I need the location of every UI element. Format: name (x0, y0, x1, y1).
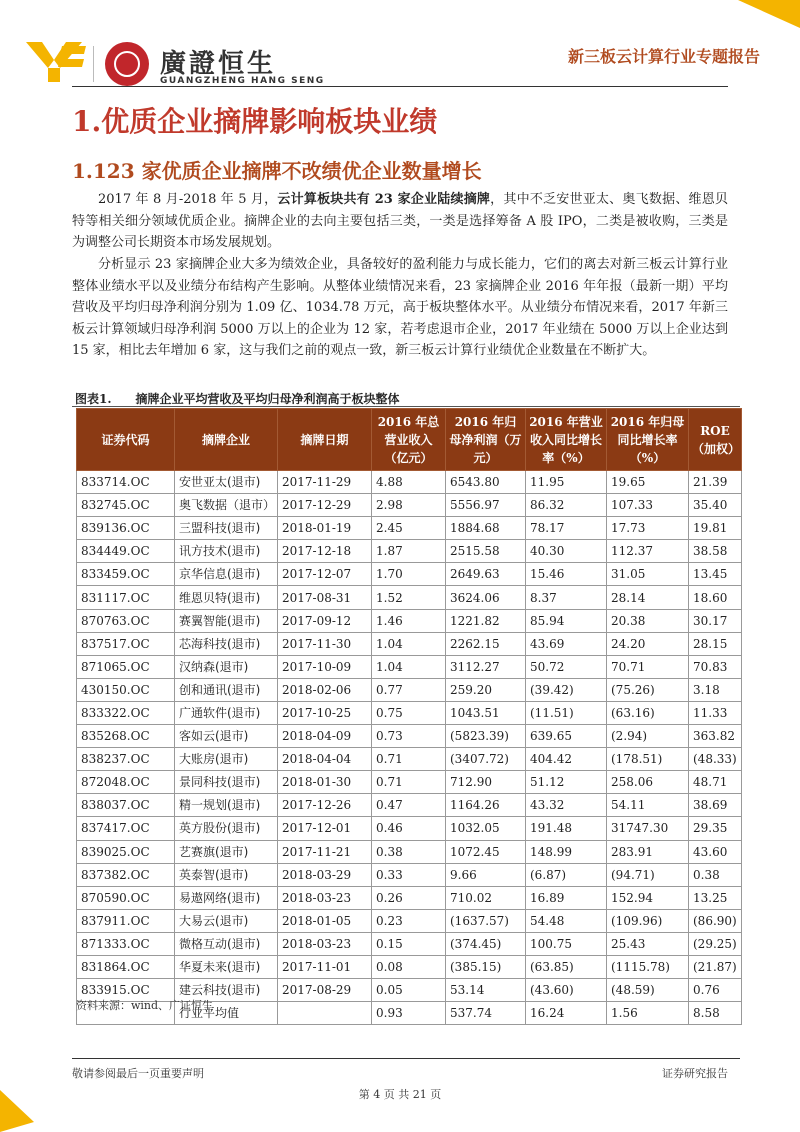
bottom-left-corner-decoration (0, 1090, 40, 1132)
table-cell: 0.26 (372, 886, 446, 909)
table-cell: (6.87) (526, 863, 607, 886)
figure-title: 摘牌企业平均营收及平均归母净利润高于板块整体 (135, 392, 400, 406)
table-cell: 2018-03-23 (278, 886, 372, 909)
brand-name-cn: 廣證恒生 (160, 49, 277, 79)
table-cell: 2.45 (372, 517, 446, 540)
table-cell: 16.24 (526, 1002, 607, 1025)
table-cell: 70.83 (689, 655, 742, 678)
section-heading: 1.优质企业摘牌影响板块业绩 (72, 105, 438, 138)
table-cell: 芯海科技(退市) (175, 632, 278, 655)
table-cell: 53.14 (446, 979, 526, 1002)
table-cell: 0.73 (372, 725, 446, 748)
table-cell: 0.76 (689, 979, 742, 1002)
table-cell: 8.37 (526, 586, 607, 609)
table-cell: 31747.30 (607, 817, 689, 840)
table-cell: (1115.78) (607, 955, 689, 978)
table-cell: 13.25 (689, 886, 742, 909)
table-cell: 3624.06 (446, 586, 526, 609)
table-row (77, 863, 742, 886)
table-cell: 1.56 (607, 1002, 689, 1025)
table-cell: 奥飞数据（退市） (175, 494, 278, 517)
table-row (77, 517, 742, 540)
table-cell: 831117.OC (77, 586, 175, 609)
table-cell: 2017-11-21 (278, 840, 372, 863)
table-cell: 871065.OC (77, 655, 175, 678)
table-cell: 837382.OC (77, 863, 175, 886)
table-cell: 19.81 (689, 517, 742, 540)
table-cell: 152.94 (607, 886, 689, 909)
table-cell: (109.96) (607, 909, 689, 932)
caption-divider (72, 406, 740, 407)
table-cell: 43.69 (526, 632, 607, 655)
table-row (77, 471, 742, 494)
guangzheng-seal-icon (105, 42, 149, 86)
table-body (77, 471, 742, 1025)
table-cell: 8.58 (689, 1002, 742, 1025)
table-cell: (374.45) (446, 932, 526, 955)
table-cell: 404.42 (526, 748, 607, 771)
table-cell: 2018-01-30 (278, 771, 372, 794)
table-cell: (48.59) (607, 979, 689, 1002)
table-cell: 5556.97 (446, 494, 526, 517)
table-cell: 大易云(退市) (175, 909, 278, 932)
table-cell: 30.17 (689, 609, 742, 632)
table-cell: 871333.OC (77, 932, 175, 955)
table-cell: 大账房(退市) (175, 748, 278, 771)
table-cell: 景同科技(退市) (175, 771, 278, 794)
table-cell: 2017-11-30 (278, 632, 372, 655)
header-divider (72, 86, 728, 87)
table-cell: 2017-11-01 (278, 955, 372, 978)
paragraph-2: 分析显示 23 家摘牌企业大多为绩效企业，具备较好的盈利能力与成长能力，它们的离去对新三板云计算行业整体业绩水平以及业绩分布结构产生影响。从整体业绩情况来看，23 家摘牌企业 2016 年年报（最新一期）平均营收及平均归母净利润分别为 1.09 亿、1034.78 万元，高于板块整体水平。从业绩分布情况来看，2017 年新三板云计算领域归母净利润 5000 万以上的企业为 12 家，若考虑退市企业，2017 年业绩在 5000 万以上企业达到 15 家，相比去年增加 6 家，这与我们之前的观点一致，新三板云计算行业绩优企业数量在不断扩大。 (72, 257, 728, 358)
table-cell: 2017-09-12 (278, 609, 372, 632)
table-cell: (43.60) (526, 979, 607, 1002)
footer-divider (72, 1058, 740, 1059)
table-cell: (21.87) (689, 955, 742, 978)
table-cell: (2.94) (607, 725, 689, 748)
seal-ring (114, 51, 140, 77)
table-cell: 2017-12-07 (278, 563, 372, 586)
table-cell: 0.93 (372, 1002, 446, 1025)
table-cell: 834449.OC (77, 540, 175, 563)
column-header: 摘牌企业 (175, 409, 278, 471)
table-cell: 0.05 (372, 979, 446, 1002)
table-cell: 2262.15 (446, 632, 526, 655)
table-cell: 广通软件(退市) (175, 701, 278, 724)
table-cell: 1043.51 (446, 701, 526, 724)
table-cell: (63.16) (607, 701, 689, 724)
column-header: 2016 年营业收入同比增长率（%） (526, 409, 607, 471)
table-cell: 28.15 (689, 632, 742, 655)
table-cell: 259.20 (446, 678, 526, 701)
table-row (77, 840, 742, 863)
table-cell: 712.90 (446, 771, 526, 794)
table-cell: 安世亚太(退市) (175, 471, 278, 494)
table-cell: 英方股份(退市) (175, 817, 278, 840)
table-cell: 建云科技(退市) (175, 979, 278, 1002)
table-row (77, 955, 742, 978)
table-row (77, 540, 742, 563)
table-cell: 833322.OC (77, 701, 175, 724)
table-cell: 17.73 (607, 517, 689, 540)
table-cell: 35.40 (689, 494, 742, 517)
table-cell: 微格互动(退市) (175, 932, 278, 955)
table-cell: 2018-03-29 (278, 863, 372, 886)
table-cell: 18.60 (689, 586, 742, 609)
table-cell: 839025.OC (77, 840, 175, 863)
table-cell: 赛翼智能(退市) (175, 609, 278, 632)
table-cell: 2018-01-05 (278, 909, 372, 932)
table-cell: 837911.OC (77, 909, 175, 932)
table-cell: 832745.OC (77, 494, 175, 517)
paragraph-1 (72, 189, 728, 254)
table-cell: 28.14 (607, 586, 689, 609)
table-cell: 15.46 (526, 563, 607, 586)
table-cell: 1.04 (372, 655, 446, 678)
table-cell: 0.08 (372, 955, 446, 978)
table-header-row (77, 409, 742, 471)
table-cell: 易遨网络(退市) (175, 886, 278, 909)
table-cell: 872048.OC (77, 771, 175, 794)
table-cell: 40.30 (526, 540, 607, 563)
table-cell: 1072.45 (446, 840, 526, 863)
table-cell: 1032.05 (446, 817, 526, 840)
table-cell: 70.71 (607, 655, 689, 678)
table-cell: 1.46 (372, 609, 446, 632)
table-cell: 38.69 (689, 794, 742, 817)
table-cell: 48.71 (689, 771, 742, 794)
table-row (77, 817, 742, 840)
ye-logo-icon (26, 42, 86, 82)
table-cell: (1637.57) (446, 909, 526, 932)
footer-report-type: 证券研究报告 (662, 1067, 728, 1080)
table-cell: 2018-02-06 (278, 678, 372, 701)
table-cell: 29.35 (689, 817, 742, 840)
table-cell: 2017-08-29 (278, 979, 372, 1002)
table-cell: 行业平均值 (175, 1002, 278, 1025)
table-cell: 汉纳森(退市) (175, 655, 278, 678)
table-cell: 0.47 (372, 794, 446, 817)
table-cell: 精一规划(退市) (175, 794, 278, 817)
paragraph-1-highlight: 云计算板块共有 23 家企业陆续摘牌 (277, 192, 491, 207)
table-cell: 835268.OC (77, 725, 175, 748)
paragraph-1-rest: ，其中不乏安世亚太、奥飞数据、维恩贝特等相关细分领域优质企业。摘牌企业的去向主要包括三类，一类是选择筹备 A 股 IPO，二类是被收购，三类是为调整公司长期资本市场发展规划。 (72, 192, 728, 250)
table-cell: 11.33 (689, 701, 742, 724)
table-row (77, 609, 742, 632)
table-cell: 创和通讯(退市) (175, 678, 278, 701)
table-cell: 3.18 (689, 678, 742, 701)
table-cell: 831864.OC (77, 955, 175, 978)
top-right-corner-decoration (738, 0, 800, 28)
table-cell: 639.65 (526, 725, 607, 748)
table-cell: 0.71 (372, 771, 446, 794)
table-cell: 0.15 (372, 932, 446, 955)
table-cell: 833459.OC (77, 563, 175, 586)
table-cell: 870763.OC (77, 609, 175, 632)
table-cell: 3112.27 (446, 655, 526, 678)
table-cell: 维恩贝特(退市) (175, 586, 278, 609)
table-cell: 1.52 (372, 586, 446, 609)
table-cell: 0.23 (372, 909, 446, 932)
table-row (77, 725, 742, 748)
table-cell: 107.33 (607, 494, 689, 517)
table-cell: (29.25) (689, 932, 742, 955)
figure-label: 图表1. (75, 392, 112, 406)
table-cell: 2018-04-04 (278, 748, 372, 771)
table-cell: 838237.OC (77, 748, 175, 771)
table-cell: (385.15) (446, 955, 526, 978)
footer-disclaimer: 敬请参阅最后一页重要声明 (72, 1067, 204, 1080)
table-cell: 6543.80 (446, 471, 526, 494)
table-cell: 0.71 (372, 748, 446, 771)
table-cell: 0.38 (689, 863, 742, 886)
table-cell: 258.06 (607, 771, 689, 794)
table-cell: 85.94 (526, 609, 607, 632)
table-cell: 833714.OC (77, 471, 175, 494)
table-cell: (75.26) (607, 678, 689, 701)
table-cell (278, 1002, 372, 1025)
table-cell: 191.48 (526, 817, 607, 840)
table-cell: 43.60 (689, 840, 742, 863)
column-header: 摘牌日期 (278, 409, 372, 471)
table-cell: 2017-11-29 (278, 471, 372, 494)
table-cell: 9.66 (446, 863, 526, 886)
table-cell: 英泰智(退市) (175, 863, 278, 886)
table-cell: 38.58 (689, 540, 742, 563)
table-cell: 13.45 (689, 563, 742, 586)
table-cell: (11.51) (526, 701, 607, 724)
table-cell: 2515.58 (446, 540, 526, 563)
table-cell: (63.85) (526, 955, 607, 978)
table-cell: 讯方技术(退市) (175, 540, 278, 563)
table-cell: 283.91 (607, 840, 689, 863)
table-cell: (48.33) (689, 748, 742, 771)
table-row (77, 655, 742, 678)
delisted-companies-table (76, 408, 742, 1025)
table-row (77, 586, 742, 609)
table-cell: 20.38 (607, 609, 689, 632)
table-cell: 2017-12-29 (278, 494, 372, 517)
paragraph-1-lead: 2017 年 8 月-2018 年 5 月， (98, 192, 278, 207)
column-header: 2016 年归母净利润（万元） (446, 409, 526, 471)
table-cell: 833915.OC (77, 979, 175, 1002)
table-row (77, 701, 742, 724)
table-cell: 0.77 (372, 678, 446, 701)
table-cell: 25.43 (607, 932, 689, 955)
table-cell: 0.33 (372, 863, 446, 886)
table-cell: 24.20 (607, 632, 689, 655)
table-cell: 86.32 (526, 494, 607, 517)
table-cell: (5823.39) (446, 725, 526, 748)
column-header: 2016 年归母同比增长率（%） (607, 409, 689, 471)
table-cell: 2018-01-19 (278, 517, 372, 540)
table-row (77, 771, 742, 794)
table-cell: 710.02 (446, 886, 526, 909)
table-cell: 43.32 (526, 794, 607, 817)
table-cell: 870590.OC (77, 886, 175, 909)
table-cell: 1.04 (372, 632, 446, 655)
subsection-heading: 1.123 家优质企业摘牌不改绩优企业数量增长 (72, 159, 482, 183)
table-cell: 54.48 (526, 909, 607, 932)
table-cell: 21.39 (689, 471, 742, 494)
table-cell: 艺赛旗(退市) (175, 840, 278, 863)
table-cell: 31.05 (607, 563, 689, 586)
table-cell: 2017-10-09 (278, 655, 372, 678)
table-cell: 19.65 (607, 471, 689, 494)
table-cell: 1.87 (372, 540, 446, 563)
table-cell: 2017-12-01 (278, 817, 372, 840)
table-row (77, 886, 742, 909)
table-cell: 16.89 (526, 886, 607, 909)
table-row (77, 494, 742, 517)
table-cell: 三盟科技(退市) (175, 517, 278, 540)
table-cell: 51.12 (526, 771, 607, 794)
table-cell: 839136.OC (77, 517, 175, 540)
table-row (77, 909, 742, 932)
logo-separator (93, 46, 94, 82)
table-cell: 100.75 (526, 932, 607, 955)
table-cell: 2.98 (372, 494, 446, 517)
table-cell: 363.82 (689, 725, 742, 748)
table-cell: 1221.82 (446, 609, 526, 632)
data-source: 资料来源：wind、广证恒生 (76, 999, 214, 1012)
table-row (77, 932, 742, 955)
table-cell: 2017-10-25 (278, 701, 372, 724)
column-header: ROE（加权） (689, 409, 742, 471)
table-cell: 837517.OC (77, 632, 175, 655)
table-cell: 2017-08-31 (278, 586, 372, 609)
table-cell: (178.51) (607, 748, 689, 771)
table-cell: 838037.OC (77, 794, 175, 817)
table-cell: 11.95 (526, 471, 607, 494)
table-row (77, 748, 742, 771)
table-cell: 4.88 (372, 471, 446, 494)
table-cell: (94.71) (607, 863, 689, 886)
table-cell: (86.90) (689, 909, 742, 932)
table-cell: 2017-12-26 (278, 794, 372, 817)
column-header: 证券代码 (77, 409, 175, 471)
table-cell: (3407.72) (446, 748, 526, 771)
table-cell: 1164.26 (446, 794, 526, 817)
table-cell: 50.72 (526, 655, 607, 678)
table-row (77, 632, 742, 655)
table-cell: 1884.68 (446, 517, 526, 540)
report-title: 新三板云计算行业专题报告 (567, 47, 760, 66)
table-cell: 0.38 (372, 840, 446, 863)
data-table (76, 408, 742, 1025)
table-cell: 客如云(退市) (175, 725, 278, 748)
table-cell: 2649.63 (446, 563, 526, 586)
brand-name-en: GUANGZHENG HANG SENG (160, 76, 325, 86)
table-cell: 78.17 (526, 517, 607, 540)
table-row (77, 563, 742, 586)
table-cell: 2018-03-23 (278, 932, 372, 955)
page-number: 第 4 页 共 21 页 (358, 1088, 442, 1101)
table-cell: 2017-12-18 (278, 540, 372, 563)
table-cell: 京华信息(退市) (175, 563, 278, 586)
table-cell: 华夏未来(退市) (175, 955, 278, 978)
table-cell: 148.99 (526, 840, 607, 863)
table-row (77, 678, 742, 701)
table-cell: 837417.OC (77, 817, 175, 840)
table-cell: 112.37 (607, 540, 689, 563)
table-cell: 0.46 (372, 817, 446, 840)
table-cell: 2018-04-09 (278, 725, 372, 748)
table-cell: 430150.OC (77, 678, 175, 701)
table-row (77, 794, 742, 817)
column-header: 2016 年总营业收入（亿元） (372, 409, 446, 471)
table-cell: 537.74 (446, 1002, 526, 1025)
table-cell: 1.70 (372, 563, 446, 586)
table-cell: 54.11 (607, 794, 689, 817)
table-cell: 0.75 (372, 701, 446, 724)
figure-caption (75, 390, 400, 407)
table-cell: (39.42) (526, 678, 607, 701)
